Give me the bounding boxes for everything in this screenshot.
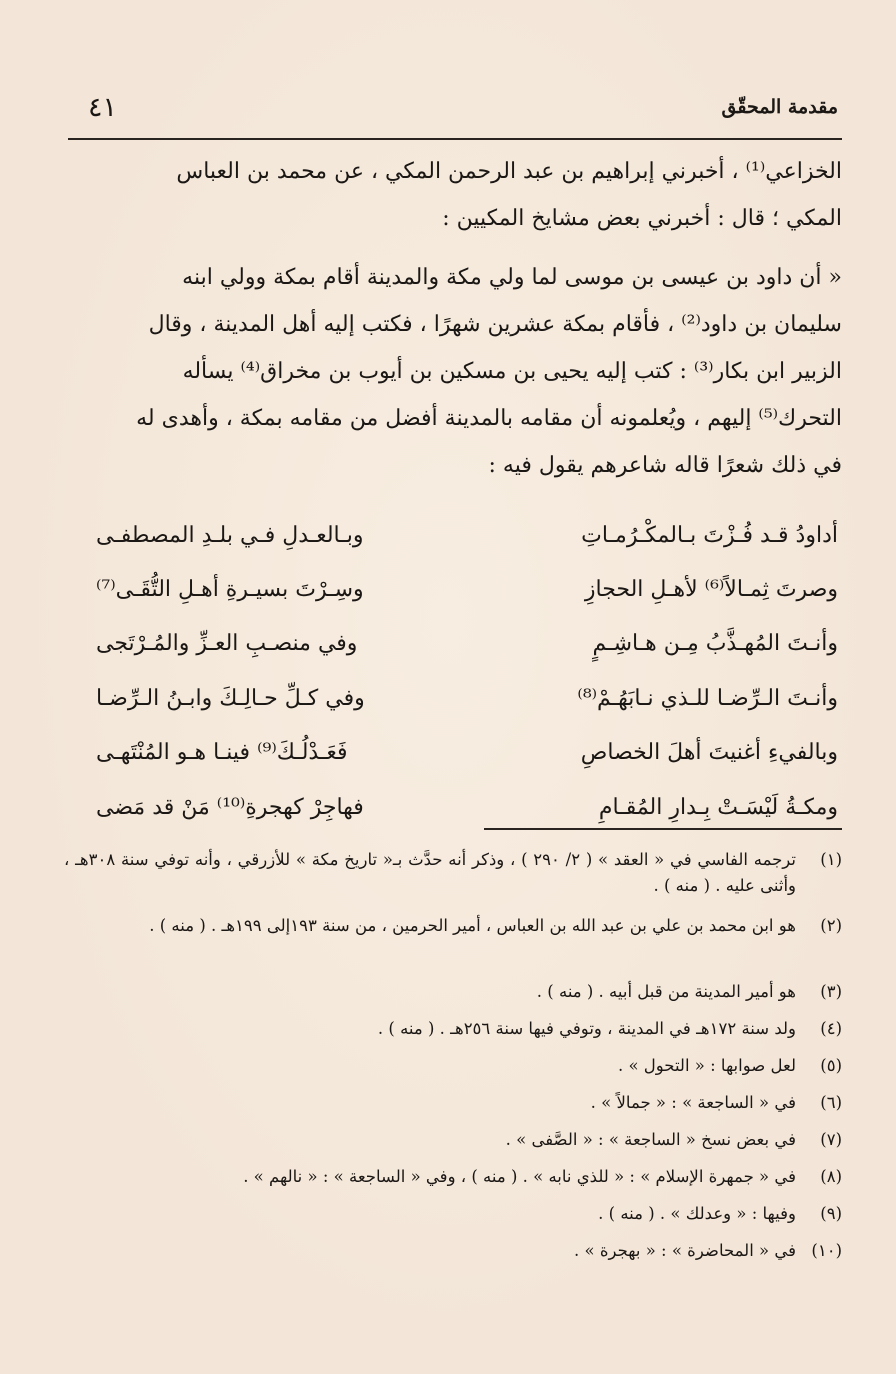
- verse-first-hemistich: ومكـةُ لَيْسَـتْ بِـدارِ المُقـامِ: [598, 794, 838, 820]
- poem: [96, 508, 838, 834]
- footnote-number: (٣): [820, 982, 842, 1001]
- poem-verse: [96, 726, 838, 780]
- footnote: [64, 913, 842, 979]
- footnote: [64, 1127, 842, 1164]
- narrative-line: « أن داود بن عيسى بن موسى لما ولي مكة والمدينة أقام بمكة وولي ابنه: [182, 265, 842, 290]
- footnote-text: هو أمير المدينة من قبل أبيه . ( منه ) .: [536, 982, 796, 1001]
- footnote: [64, 1090, 842, 1127]
- footnote: [64, 1238, 842, 1275]
- verse-second-hemistich: وسِـرْتَ بسيـرةِ أهـلِ التُّقَـى⁽⁷⁾: [96, 577, 364, 603]
- poem-verse: [96, 780, 838, 834]
- verse-second-hemistich: فهاجِرْ كهجرةِ⁽¹⁰⁾ مَنْ قد مَضى: [96, 794, 364, 820]
- footnote-text: ولد سنة ١٧٢هـ في المدينة ، وتوفي فيها سنة ٢٥٦هـ . ( منه ) .: [377, 1019, 796, 1038]
- footnote-number: (٩): [820, 1204, 842, 1223]
- poem-verse: [96, 671, 838, 725]
- footnotes-divider: [484, 828, 842, 830]
- verse-first-hemistich: وأنـتَ المُهـذَّبُ مِـن هـاشِـمٍ: [592, 631, 838, 657]
- footnote-text: في « الساجعة » : « جمالاً » .: [590, 1093, 796, 1112]
- narrative-line: التحرك⁽⁵⁾ إليهم ، ويُعلمونه أن مقامه بالمدينة أفضل من مقامه بمكة ، وأهدى له: [136, 406, 842, 431]
- footnote-number: (٧): [820, 1130, 842, 1149]
- verse-first-hemistich: وصرتَ ثِمـالاً⁽⁶⁾ لأهـلِ الحجازِ: [584, 577, 838, 603]
- footnote-number: (٦): [820, 1093, 842, 1112]
- footnote-number: (٤): [820, 1019, 842, 1038]
- footnote: [64, 1053, 842, 1090]
- narrative-line: سليمان بن داود⁽²⁾ ، فأقام بمكة عشرين شهرًا ، فكتب إليه أهل المدينة ، وقال: [148, 312, 842, 337]
- chapter-title: مقدمة المحقّق: [721, 96, 838, 118]
- main-text: [66, 148, 842, 489]
- page-number: ٤١: [88, 92, 118, 123]
- footnote-text: ترجمه الفاسي في « العقد » ( ٢/ ٢٩٠ ) ، وذكر أنه حدَّث بـ« تاريخ مكة » للأزرقي ، وأنه توفي سنة ٣٠٨هـ ، وأثنى عليه . ( منه ) .: [64, 850, 797, 895]
- poem-verse: [96, 562, 838, 616]
- verse-second-hemistich: فَعَـدْلُـكَ⁽⁹⁾ فينـا هـو المُنْتَهـى: [96, 740, 348, 766]
- footnote-number: (٥): [820, 1056, 842, 1075]
- poem-verse: [96, 508, 838, 562]
- header-divider: [68, 138, 842, 140]
- footnote-number: (٢): [820, 916, 842, 935]
- narrative-line: في ذلك شعرًا قاله شاعرهم يقول فيه :: [488, 453, 842, 478]
- footnote-number: (١): [820, 850, 842, 869]
- verse-second-hemistich: وبـالعـدلِ فـي بلـدِ المصطفـى: [96, 522, 364, 548]
- poem-verse: [96, 617, 838, 671]
- intro-paragraph: [66, 148, 842, 242]
- footnote-text: في بعض نسخ « الساجعة » : « الصَّفى » .: [505, 1130, 796, 1149]
- footnote-text: وفيها : « وعدلك » . ( منه ) .: [598, 1204, 796, 1223]
- footnote: [64, 1016, 842, 1053]
- footnote-text: في « المحاضرة » : « بهجرة » .: [574, 1241, 796, 1260]
- footnote-number: (٨): [820, 1167, 842, 1186]
- page-header: [68, 92, 838, 132]
- footnote-text: في « جمهرة الإسلام » : « للذي نابه » . ( منه ) ، وفي « الساجعة » : « نالهم » .: [243, 1167, 796, 1186]
- intro-line: المكي ؛ قال : أخبرني بعض مشايخ المكيين :: [442, 206, 842, 231]
- verse-first-hemistich: وأنـتَ الـرِّضـا للـذي نـابَهُـمْ⁽⁸⁾: [577, 685, 838, 711]
- narrative-line: الزبير ابن بكار⁽³⁾ : كتب إليه يحيى بن مسكين بن أيوب بن مخراق⁽⁴⁾ يسأله: [182, 359, 842, 384]
- footnote: [64, 1201, 842, 1238]
- narrative-paragraph: [66, 254, 842, 489]
- footnote-number: (١٠): [811, 1241, 842, 1260]
- footnote-text: هو ابن محمد بن علي بن عبد الله بن العباس ، أمير الحرمين ، من سنة ١٩٣إلى ١٩٩هـ . ( منه ) .: [149, 916, 796, 935]
- footnotes: [64, 847, 842, 1275]
- footnote: [64, 1164, 842, 1201]
- footnote: [64, 847, 842, 913]
- verse-first-hemistich: وبالفيءِ أغنيتَ أهلَ الخصاصِ: [580, 740, 838, 766]
- verse-first-hemistich: أداودُ قـد فُـزْتَ بـالمكْـرُمـاتِ: [581, 522, 838, 548]
- intro-line: الخزاعي⁽¹⁾ ، أخبرني إبراهيم بن عبد الرحمن المكي ، عن محمد بن العباس: [176, 159, 842, 184]
- footnote-text: لعل صوابها : « التحول » .: [617, 1056, 796, 1075]
- footnote: [64, 979, 842, 1016]
- verse-second-hemistich: وفي كـلِّ حـالِـكَ وابـنُ الـرِّضـا: [96, 685, 365, 711]
- verse-second-hemistich: وفي منصـبِ العـزِّ والمُـرْتَجى: [96, 631, 358, 657]
